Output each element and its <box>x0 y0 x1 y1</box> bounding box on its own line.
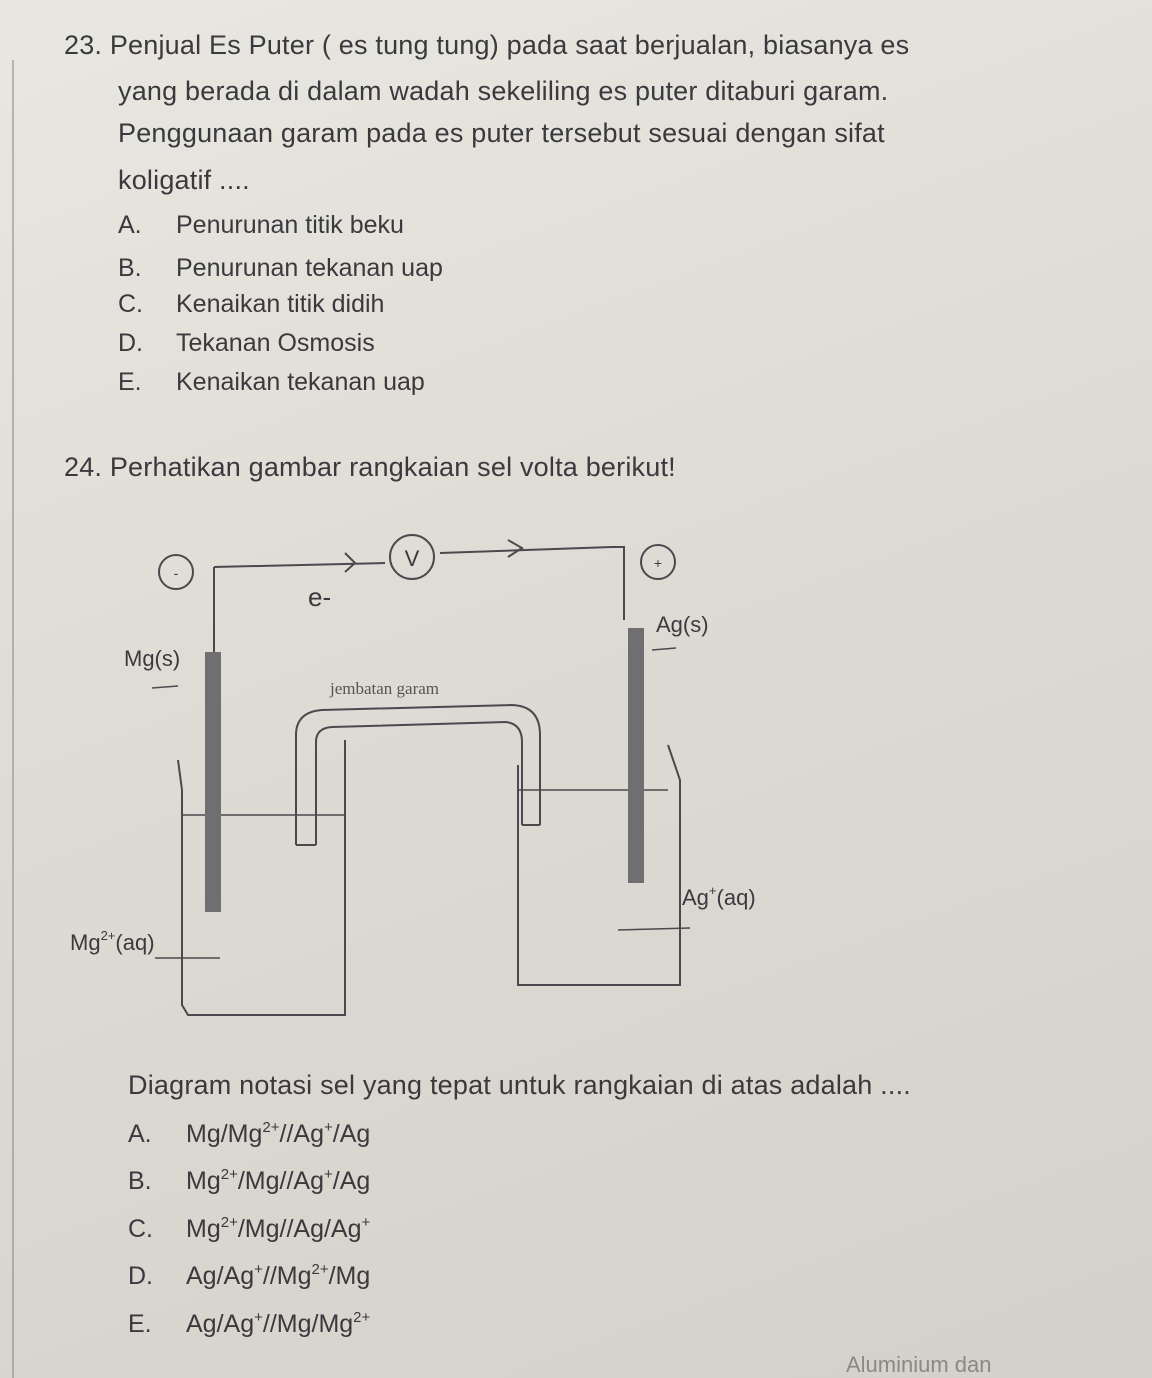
option-superscript: + <box>324 1119 333 1136</box>
q24-prompt: Diagram notasi sel yang tepat untuk rangkaian di atas adalah .... <box>128 1070 911 1100</box>
q23-stem-line-4: koligatif .... <box>118 165 250 195</box>
plus-terminal-label: + <box>653 555 663 571</box>
option-superscript: + <box>254 1261 263 1278</box>
q24-stem: 24. Perhatikan gambar rangkaian sel volta berikut! <box>64 452 676 482</box>
option-letter: D. <box>128 1262 153 1290</box>
wire-left <box>214 563 385 567</box>
anode-solution-label: $Mg^{2+}(aq)$ <box>70 928 155 955</box>
option-text: Tekanan Osmosis <box>176 329 375 357</box>
salt-bridge-label: jembatan garam <box>330 679 440 698</box>
option-text-part: /Mg//Ag/Ag <box>237 1215 362 1243</box>
option-text-part: /Ag <box>332 1167 371 1195</box>
ag-electrode <box>628 628 644 883</box>
option-superscript: + <box>361 1214 371 1231</box>
option-superscript: 2+ <box>220 1214 238 1231</box>
option-text-part: Mg <box>186 1167 221 1195</box>
option-text: Penurunan titik beku <box>176 211 404 239</box>
right-beaker <box>518 745 680 985</box>
option-text-part: //Mg <box>262 1262 312 1290</box>
option-text: Kenaikan tekanan uap <box>176 368 425 396</box>
q24-option-a[interactable] <box>128 1120 370 1149</box>
option-text-part: Mg <box>186 1215 221 1243</box>
mg-electrode <box>205 652 221 912</box>
ag-label-arrow <box>652 648 676 650</box>
q24-option-b[interactable] <box>128 1167 370 1196</box>
option-superscript: 2+ <box>353 1309 371 1326</box>
option-text-part: /Ag <box>332 1120 371 1148</box>
option-text: Kenaikan titik didih <box>176 290 385 318</box>
cathode-solution-label: Ag+(aq) <box>682 883 756 910</box>
option-text-part: //Mg/Mg <box>262 1310 354 1338</box>
q24-option-d[interactable] <box>128 1262 370 1291</box>
electron-arrow-2 <box>508 540 522 557</box>
q24-option-e[interactable] <box>128 1310 370 1339</box>
option-text-part: Ag/Ag <box>186 1262 255 1290</box>
minus-terminal-label: - <box>173 565 179 581</box>
anode-label: Mg(s) <box>124 646 181 671</box>
option-letter: B. <box>118 254 142 282</box>
option-text-part: Ag/Ag <box>186 1310 255 1338</box>
option-superscript: + <box>324 1166 333 1183</box>
option-superscript: 2+ <box>220 1166 238 1183</box>
q23-stem-line-3: Penggunaan garam pada es puter tersebut sesuai dengan sifat <box>118 118 885 148</box>
cathode-label: Ag(s) <box>656 612 709 637</box>
q23-stem-line-2: yang berada di dalam wadah sekeliling es puter ditaburi garam. <box>118 76 889 106</box>
option-text-part: //Ag <box>279 1120 324 1148</box>
option-text-part: /Mg//Ag <box>237 1167 324 1195</box>
voltmeter-label: V <box>404 546 420 571</box>
next-page-fragment: Aluminium dan <box>846 1352 992 1377</box>
option-letter: B. <box>128 1167 152 1195</box>
option-superscript: 2+ <box>311 1261 329 1278</box>
q23-stem-line-1: 23. Penjual Es Puter ( es tung tung) pada saat berjualan, biasanya es <box>64 30 910 60</box>
left-beaker <box>178 740 345 1015</box>
option-letter: E. <box>118 368 142 396</box>
option-letter: D. <box>118 329 143 357</box>
option-letter: C. <box>118 290 143 318</box>
option-superscript: + <box>254 1309 263 1326</box>
q24-option-c[interactable] <box>128 1215 370 1244</box>
option-letter: A. <box>118 211 142 239</box>
option-text-part: /Mg <box>328 1262 371 1290</box>
electron-label: e- <box>308 582 332 612</box>
mg-label-arrow <box>152 686 178 688</box>
option-text: Penurunan tekanan uap <box>176 254 443 282</box>
option-letter: C. <box>128 1215 153 1243</box>
option-letter: E. <box>128 1310 152 1338</box>
option-letter: A. <box>128 1120 152 1148</box>
salt-bridge-inner <box>316 722 522 845</box>
wire-right <box>440 547 624 620</box>
option-text-part: Mg/Mg <box>186 1120 263 1148</box>
option-superscript: 2+ <box>262 1119 280 1136</box>
electron-arrow-1 <box>345 553 355 572</box>
